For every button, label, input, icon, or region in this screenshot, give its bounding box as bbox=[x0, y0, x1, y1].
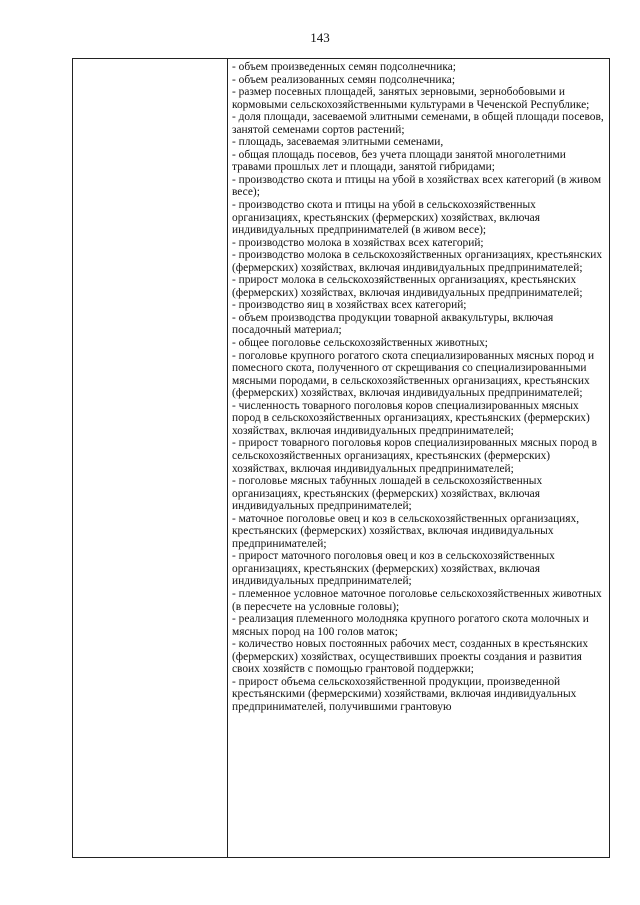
list-item: - объем произведенных семян подсолнечника; bbox=[232, 61, 456, 73]
list-item: - племенное условное маточное поголовье сельскохозяйственных животных (в пересчете на условные головы); bbox=[232, 587, 602, 613]
list-item: - общее поголовье сельскохозяйственных животных; bbox=[232, 337, 488, 350]
list-item: - прирост товарного поголовья коров специализированных мясных пород в сельскохозяйственных организациях, крестьянских (фермерских) хозяйствах, включая индивидуальных предпринимателей; bbox=[232, 437, 597, 475]
table-left-cell bbox=[73, 59, 228, 857]
page-number: 143 bbox=[310, 30, 330, 45]
list-item: - доля площади, засеваемой элитными семенами, в общей площади посевов, занятой семенами сортов растений; bbox=[232, 111, 604, 136]
list-item: - общая площадь посевов, без учета площади занятой многолетними травами прошлых лет и площади, занятой гибридами; bbox=[232, 148, 566, 174]
list-item: - реализация племенного молодняка крупного рогатого скота молочных и мясных пород на 100 голов маток; bbox=[232, 613, 589, 638]
list-item: - объем производства продукции товарной аквакультуры, включая посадочный материал; bbox=[232, 311, 554, 337]
list-item: - объем реализованных семян подсолнечника; bbox=[232, 73, 456, 86]
list-item: - производство скота и птицы на убой в хозяйствах всех категорий (в живом весе); bbox=[232, 173, 602, 199]
list-item: - маточное поголовье овец и коз в сельскохозяйственных организациях, крестьянских (фермерских) хозяйствах, включая индивидуальных предпринимателей; bbox=[232, 512, 580, 550]
list-item: - производство молока в хозяйствах всех категорий; bbox=[232, 236, 484, 249]
list-item: - прирост маточного поголовья овец и коз в сельскохозяйственных организациях, крестьянских (фермерских) хозяйствах, включая индивидуальных предпринимателей; bbox=[232, 550, 555, 588]
list-item: - производство яиц в хозяйствах всех категорий; bbox=[232, 299, 467, 312]
list-item: - прирост объема сельскохозяйственной продукции, произведенной крестьянскими (фермерскими) хозяйствами, включая индивидуальных предпринимателей, получившими грантовую bbox=[232, 675, 577, 713]
list-item: - количество новых постоянных рабочих мест, созданных в крестьянских (фермерских) хозяйствах, осуществивших проекты создания и развития своих хозяйств с помощью грантовой поддержки; bbox=[232, 638, 589, 676]
list-item: - численность товарного поголовья коров специализированных мясных пород в сельскохозяйственных организациях, крестьянских (фермерских) хозяйствах, включая индивидуальных предпринимателей; bbox=[232, 399, 590, 437]
list-item: - производство скота и птицы на убой в сельскохозяйственных организациях, крестьянских (фермерских) хозяйствах, включая индивидуальных предпринимателей (в живом весе); bbox=[232, 199, 540, 237]
list-item: - производство молока в сельскохозяйственных организациях, крестьянских (фермерских) хозяйствах, включая индивидуальных предпринимателей; bbox=[232, 249, 603, 274]
list-item: - прирост молока в сельскохозяйственных организациях, крестьянских (фермерских) хозяйствах, включая индивидуальных предпринимателей; bbox=[232, 274, 583, 299]
list-item: - поголовье мясных табунных лошадей в сельскохозяйственных организациях, крестьянских (фермерских) хозяйствах, включая индивидуальных предпринимателей; bbox=[232, 475, 543, 513]
list-item: - размер посевных площадей, занятых зерновыми, зернобобовыми и кормовыми сельскохозяйственными культурами в Чеченской Республике; bbox=[232, 86, 590, 111]
indicator-table bbox=[72, 58, 610, 858]
table-right-cell bbox=[228, 59, 609, 857]
list-item: - поголовье крупного рогатого скота специализированных мясных пород и помесного скота, полученного от скрещивания со специализированными мясными породами, в сельскохозяйственных организациях, крестьянских (фермерских) хозяйствах, включая индивидуальных предпринимателей; bbox=[232, 349, 595, 400]
list-item: - площадь, засеваемая элитными семенами, bbox=[232, 136, 444, 149]
